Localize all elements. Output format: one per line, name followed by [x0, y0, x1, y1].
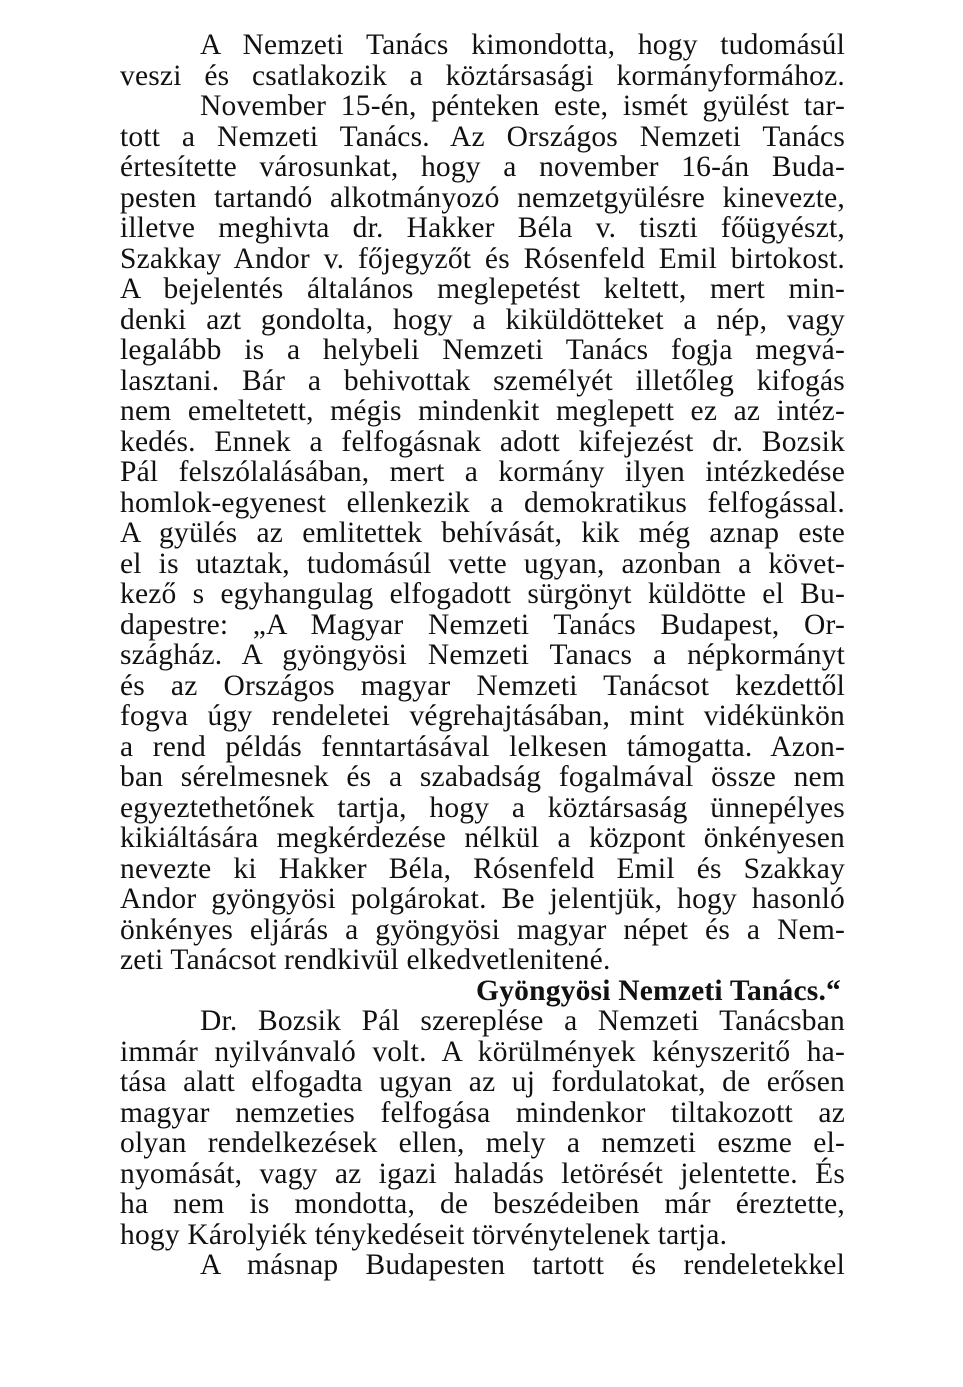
signature-line: Gyöngyösi Nemzeti Tanács.“ [476, 974, 841, 1007]
text-line: nevezte ki Hakker Béla, Rósenfeld Emil és Szakkay [120, 852, 845, 885]
text-line: pesten tartandó alkotmányozó nemzetgyülésre kinevezte, [120, 181, 845, 214]
text-line: tott a Nemzeti Tanács. Az Országos Nemzeti Tanács [120, 120, 845, 153]
text-line: A bejelentés általános meglepetést keltett, mert min- [120, 273, 845, 305]
text-line: olyan rendelkezések ellen, mely a nemzeti eszme el- [120, 1127, 845, 1159]
text-line: értesítette városunkat, hogy a november 16-án Buda- [120, 151, 845, 183]
text-line: kező s egyhangulag elfogadott sürgönyt küldötte el Bu- [120, 578, 845, 610]
text-line: fogva úgy rendeletei végrehajtásában, mint vidékünkön [120, 700, 845, 732]
text-line: szágház. A gyöngyösi Nemzeti Tanacs a népkormányt [120, 639, 845, 671]
text-line: A gyülés az emlitettek behívását, kik még aznap este [120, 517, 845, 549]
text-line: zeti Tanácsot rendkivül elkedvetlenitené. [120, 944, 611, 976]
text-line: A másnap Budapesten tartott és rendeletekkel [200, 1249, 845, 1281]
text-line: Pál felszólalásában, mert a kormány ilyen intézkedése [120, 456, 845, 488]
text-line: magyar nemzeties felfogása mindenkor tiltakozott az [120, 1096, 845, 1129]
text-line: el is utaztak, tudomásúl vette ugyan, azonban a követ- [120, 547, 845, 580]
text-line: Dr. Bozsik Pál szereplése a Nemzeti Tanácsban [200, 1005, 845, 1037]
text-line: illetve meghivta dr. Hakker Béla v. tiszti főügyészt, [120, 212, 845, 244]
text-line: a rend példás fenntartásával lelkesen támogatta. Azon- [120, 730, 845, 763]
text-line: egyeztethetőnek tartja, hogy a köztársaság ünnepélyes [120, 791, 845, 824]
text-line: kikiáltására megkérdezése nélkül a központ önkényesen [120, 822, 845, 854]
text-line: hogy Károlyiék ténykedéseit törvénytelenek tartja. [120, 1218, 728, 1251]
text-line: legalább is a helybeli Nemzeti Tanács fogja megvá- [120, 334, 845, 366]
text-line: Andor gyöngyösi polgárokat. Be jelentjük, hogy hasonló [120, 883, 845, 915]
text-column [120, 30, 845, 1281]
text-line: veszi és csatlakozik a köztársasági kormányformához. [120, 59, 845, 92]
text-line: önkényes eljárás a gyöngyösi magyar népet és a Nem- [120, 913, 845, 946]
text-line: immár nyilvánvaló volt. A körülmények kényszeritő ha- [120, 1035, 845, 1068]
text-line: A Nemzeti Tanács kimondotta, hogy tudomásúl [200, 29, 845, 61]
text-line: kedés. Ennek a felfogásnak adott kifejezést dr. Bozsik [120, 425, 845, 458]
text-line: Szakkay Andor v. főjegyzőt és Rósenfeld Emil birtokost. [120, 242, 845, 275]
text-line: November 15-én, pénteken este, ismét gyülést tar- [200, 90, 845, 122]
text-line: tása alatt elfogadta ugyan az uj fordulatokat, de erősen [120, 1066, 845, 1098]
text-line: ban sérelmesnek és a szabadság fogalmával össze nem [120, 761, 845, 793]
text-line: homlok-egyenest ellenkezik a demokratikus felfogással. [120, 486, 845, 519]
text-line: nyomását, vagy az igazi haladás letörését jelentette. És [120, 1157, 845, 1190]
text-line: nem emeltetett, mégis mindenkit meglepett ez az intéz- [120, 395, 845, 427]
text-line: ha nem is mondotta, de beszédeiben már éreztette, [120, 1188, 845, 1220]
text-line: dapestre: „A Magyar Nemzeti Tanács Budapest, Or- [120, 608, 845, 641]
text-line: és az Országos magyar Nemzeti Tanácsot kezdettől [120, 669, 845, 702]
text-line: lasztani. Bár a behivottak személyét illetőleg kifogás [120, 364, 845, 397]
text-line: denki azt gondolta, hogy a kiküldötteket a nép, vagy [120, 303, 845, 336]
